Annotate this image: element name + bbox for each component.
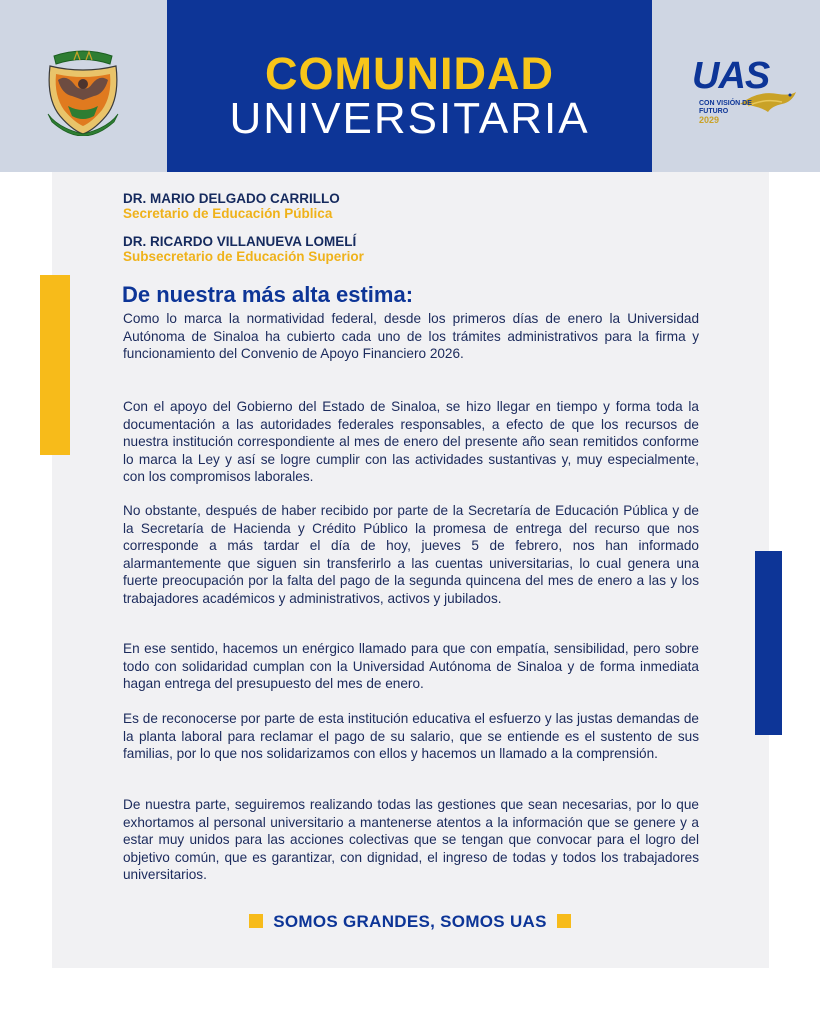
letter-paragraph: De nuestra parte, seguiremos realizando todas las gestiones que sean necesarias, por lo que exhortamos al personal universitario a mantenerse atentos a la información que se genere y a estar muy unidos para las acciones colectivas que se tengan que convocar para el logro del objetivo común, que es garantizar, con dignidad, el ingreso de todas y todos los trabajadores universitarios.	[123, 797, 699, 882]
uas-wordmark: UAS	[692, 55, 770, 97]
header-subtitle: UNIVERSITARIA	[229, 94, 590, 143]
addressee-name: DR. RICARDO VILLANUEVA LOMELÍ	[123, 234, 357, 249]
footer-slogan-row	[0, 909, 820, 936]
salutation: De nuestra más alta estima:	[122, 282, 414, 307]
gold-accent-bar	[40, 275, 70, 455]
gold-square-icon	[249, 914, 263, 928]
header-title: COMUNIDAD	[265, 48, 554, 99]
letter-paragraph: Como lo marca la normatividad federal, desde los primeros días de enero la Universidad Autónoma de Sinaloa ha cubierto cada uno de los trámites administrativos para la firma y funcionamiento del Convenio de Apoyo Financiero 2026.	[123, 311, 699, 361]
gold-square-icon	[557, 914, 571, 928]
header-left-panel	[0, 0, 167, 172]
addressee-role: Secretario de Educación Pública	[123, 206, 333, 221]
university-seal-icon	[44, 44, 122, 136]
letter-paragraph: Es de reconocerse por parte de esta institución educativa el esfuerzo y las justas demandas de la planta laboral para reclamar el pago de su salario, que se entiende es el sustento de sus familias, por lo que nos solidarizamos con ellos y hacemos un llamado a la comprensión.	[123, 711, 699, 761]
uas-logo	[692, 56, 804, 128]
footer-slogan: SOMOS GRANDES, SOMOS UAS	[273, 912, 547, 931]
letter-paragraph: En ese sentido, hacemos un enérgico llamado para que con empatía, sensibilidad, pero sobre todo con solidaridad cumplan con la Universidad Autónoma de Sinaloa y de forma inmediata hagan entrega del presupuesto del mes de enero.	[123, 641, 699, 691]
letter-paragraph: No obstante, después de haber recibido por parte de la Secretaría de Educación Pública y de la Secretaría de Hacienda y Crédito Público la promesa de entrega del recurso que nos corresponde a más tardar el día de hoy, jueves 5 de febrero, nos han informado alarmantemente que siguen sin transferirlo a las cuentas universitarias, lo cual genera una fuerte preocupación por la falta del pago de la segunda quincena del mes de enero a las y los trabajadores académicos y administrativos, activos y jubilados.	[123, 503, 699, 606]
addressee-role: Subsecretario de Educación Superior	[123, 249, 364, 264]
header-title-banner	[167, 0, 652, 172]
blue-accent-bar	[755, 551, 782, 735]
letter-paragraph: Con el apoyo del Gobierno del Estado de Sinaloa, se hizo llegar en tiempo y forma toda la documentación a las autoridades federales responsables, a efecto de que los recursos de nuestra institución correspondiente al mes de enero del presente año sean remitidos conforme lo marca la Ley y así se logre cumplir con las actividades sustantivas y, muy especialmente, con los compromisos laborales.	[123, 399, 699, 484]
uas-tagline: CON VISIÓN DE FUTURO 2029	[699, 100, 752, 125]
addressee-name: DR. MARIO DELGADO CARRILLO	[123, 191, 340, 206]
